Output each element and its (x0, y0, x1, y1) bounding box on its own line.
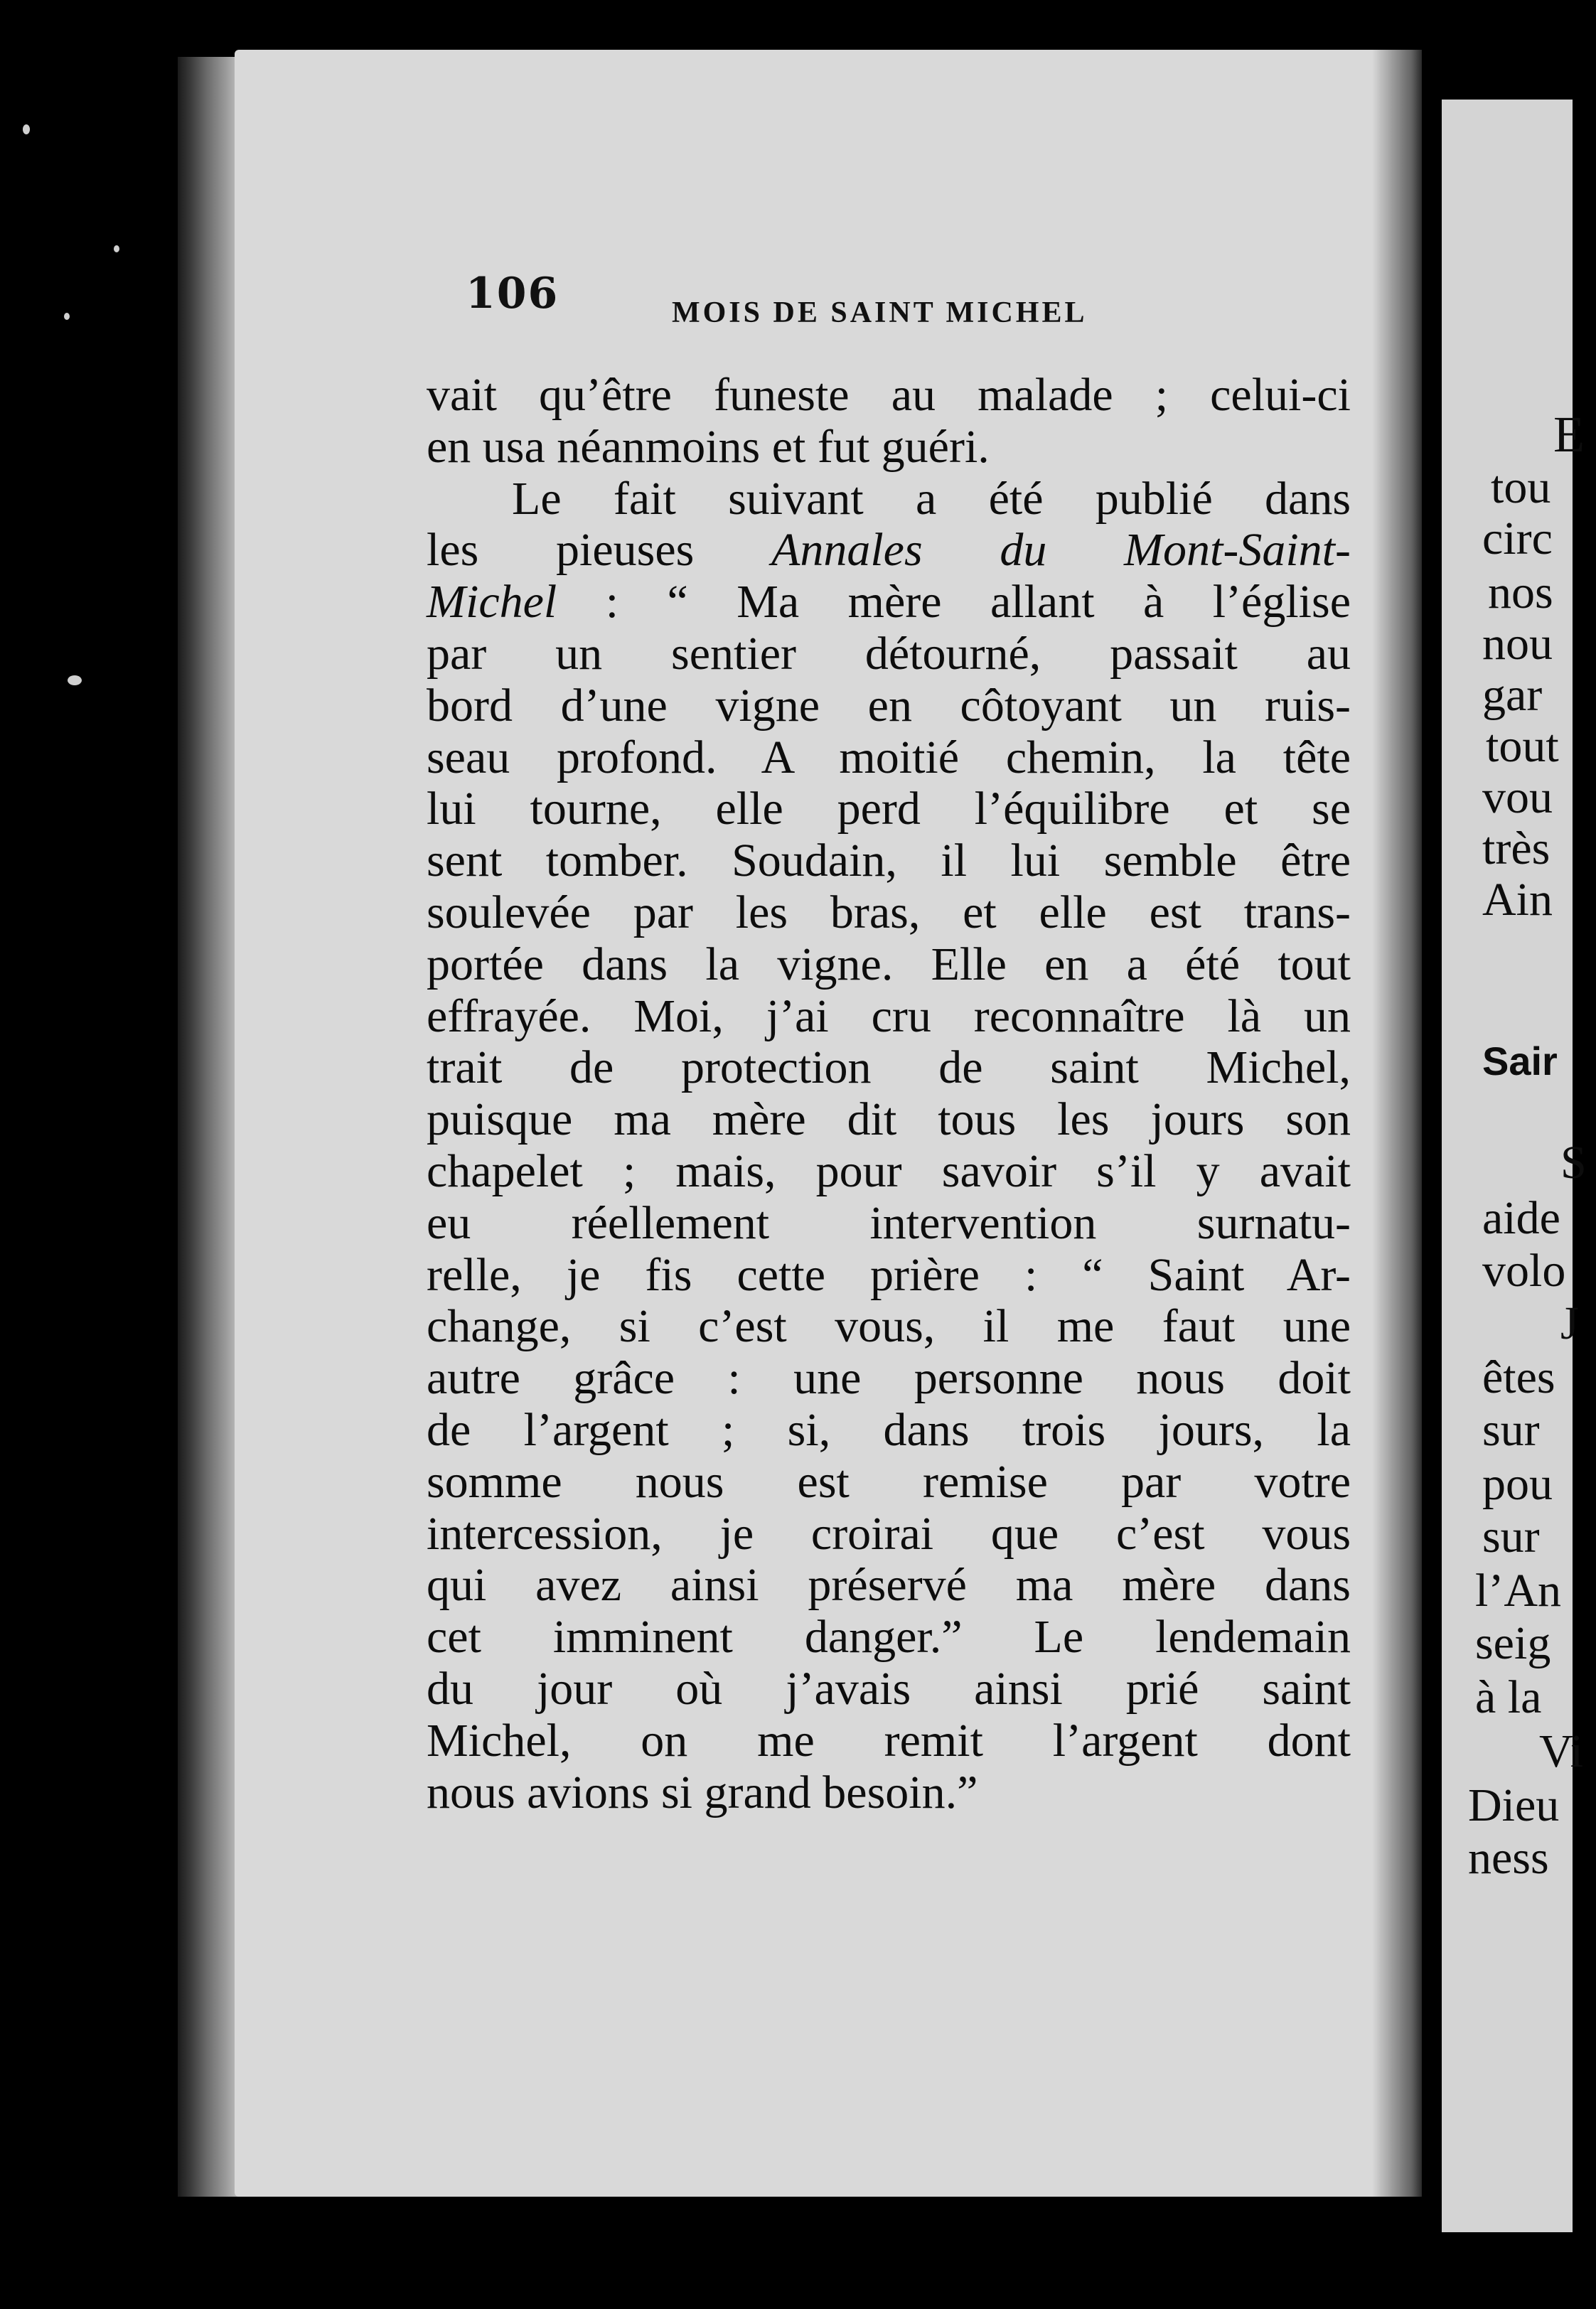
text-line: cet imminent danger.” Le lendemain (427, 1611, 1351, 1664)
text-line: Le fait suivant a été publié dans (512, 472, 1351, 525)
right-fragment: très (1482, 823, 1551, 874)
running-title: MOIS DE SAINT MICHEL (672, 296, 1088, 329)
right-fragment: Vi (1539, 1725, 1584, 1777)
text-line: chapelet ; mais, pour savoir s’il y avait (427, 1145, 1351, 1197)
text-line-with-italic (427, 525, 1351, 577)
italic-title: Annales du Mont-Saint- (771, 524, 1351, 577)
right-fragment: J (1560, 1297, 1579, 1349)
text-line: eu réellement intervention surnatu- (427, 1196, 1351, 1249)
right-fragment: à la (1475, 1671, 1542, 1723)
right-heading-fragment: Sair (1482, 1039, 1558, 1083)
text-line: qui avez ainsi préservé ma mère dans (427, 1559, 1351, 1612)
right-fragment: tou (1491, 461, 1551, 513)
text-line: puisque ma mère dit tous les jours son (427, 1093, 1351, 1146)
body-text (427, 370, 1351, 1818)
text-line: lui tourne, elle perd l’équilibre et se (427, 783, 1351, 835)
right-fragment: Ain (1482, 874, 1553, 926)
right-fragment: tout (1486, 720, 1559, 772)
right-fragment: sur (1482, 1511, 1540, 1563)
text-line: sent tomber. Soudain, il lui semble être (427, 835, 1351, 887)
right-fragment: sur (1482, 1404, 1540, 1456)
text-fragment: : “ Ma mère allant à l’église (557, 576, 1351, 628)
text-line: autre grâce : une personne nous doit (427, 1352, 1351, 1405)
italic-title-cont: Michel (427, 576, 557, 628)
right-fragment: aide (1482, 1192, 1560, 1244)
text-line-with-italic (427, 577, 1351, 628)
right-fragment: ness (1468, 1832, 1549, 1884)
page-number: 106 (466, 269, 559, 318)
scan-speck (23, 124, 30, 134)
right-fragment: vou (1482, 771, 1553, 823)
gutter-shadow (1372, 50, 1429, 2197)
right-fragment: êtes (1482, 1351, 1555, 1403)
text-line: nous avions si grand besoin.” (427, 1766, 978, 1818)
text-line: vait qu’être funeste au malade ; celui-ci (427, 369, 1351, 421)
text-line: intercession, je croirai que c’est vous (427, 1507, 1351, 1560)
text-fragment: les pieuses (427, 524, 772, 577)
scan-speck (64, 313, 70, 320)
right-fragment: pou (1482, 1458, 1553, 1510)
text-line: portée dans la vigne. Elle en a été tout (427, 938, 1351, 990)
text-line: trait de protection de saint Michel, (427, 1041, 1351, 1094)
right-fragment: nou (1482, 618, 1553, 670)
text-line: en usa néanmoins et fut guéri. (427, 420, 990, 473)
right-fragment: seig (1475, 1617, 1551, 1669)
right-fragment: Dieu (1468, 1779, 1560, 1831)
text-line: du jour où j’avais ainsi prié saint (427, 1662, 1351, 1715)
right-fragment: gar (1482, 669, 1543, 721)
text-line: change, si c’est vous, il me faut une (427, 1300, 1351, 1353)
text-line: seau profond. A moitié chemin, la tête (427, 731, 1351, 783)
text-line: Michel, on me remit l’argent dont (427, 1714, 1351, 1767)
page-edge-shading (178, 57, 242, 2197)
scan-speck (114, 245, 119, 252)
right-fragment: S (1560, 1137, 1587, 1189)
right-fragment: l’An (1475, 1565, 1561, 1617)
right-fragment: volo (1482, 1245, 1566, 1297)
text-line: relle, je fis cette prière : “ Saint Ar- (427, 1248, 1351, 1301)
text-line: par un sentier détourné, passait au (427, 627, 1351, 680)
text-line: somme nous est remise par votre (427, 1455, 1351, 1508)
running-head (466, 269, 1390, 329)
text-line: effrayée. Moi, j’ai cru reconnaître là un (427, 990, 1351, 1042)
scan-speck (68, 675, 82, 685)
right-fragment: circ (1482, 513, 1553, 564)
right-fragment: nos (1488, 567, 1553, 618)
text-line: soulevée par les bras, et elle est trans- (427, 886, 1351, 938)
text-line: de l’argent ; si, dans trois jours, la (427, 1403, 1351, 1456)
text-line: bord d’une vigne en côtoyant un ruis- (427, 679, 1351, 732)
right-fragment: E (1553, 406, 1585, 463)
